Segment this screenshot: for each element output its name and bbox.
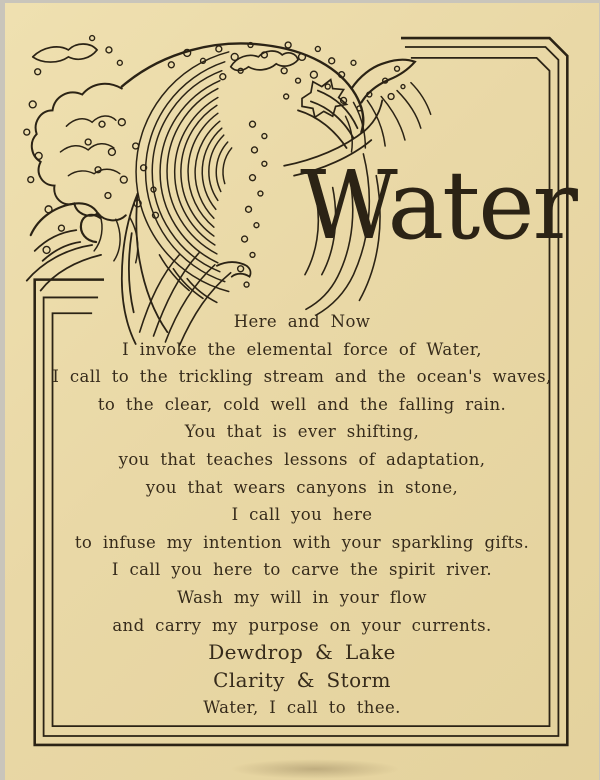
- parchment-poster: [5, 3, 599, 780]
- poem-line: I call you here to carve the spirit river.: [111, 560, 493, 580]
- poem-line: Here and Now: [233, 312, 371, 331]
- poem-line: Dewdrop & Lake: [208, 640, 396, 665]
- poem-line: I invoke the elemental force of Water,: [122, 339, 482, 359]
- poem: [35, 308, 569, 722]
- poem-line: I call you here: [231, 505, 373, 525]
- poem-line: Water, I call to thee.: [203, 698, 401, 718]
- poem-line: I call to the trickling stream and the ocean's waves,: [52, 367, 552, 387]
- wave-spray-lines: [346, 83, 431, 152]
- poem-line: to infuse my intention with your sparkling gifts.: [74, 532, 530, 552]
- wave-small-breakers: [27, 203, 251, 290]
- poem-line: to the clear, cold well and the falling rain.: [97, 394, 507, 414]
- poem-line: You that is ever shifting,: [184, 422, 420, 442]
- paper-shadow: [230, 759, 400, 779]
- poem-line: Wash my will in your flow: [177, 587, 427, 607]
- poem-line: and carry my purpose on your currents.: [112, 615, 492, 635]
- poem-line: Clarity & Storm: [213, 667, 391, 692]
- poem-line: you that teaches lessons of adaptation,: [118, 449, 486, 469]
- poem-line: you that wears canyons in stone,: [145, 477, 459, 497]
- poster-title: Water: [300, 151, 576, 261]
- wave-barrel-lines: [136, 52, 232, 292]
